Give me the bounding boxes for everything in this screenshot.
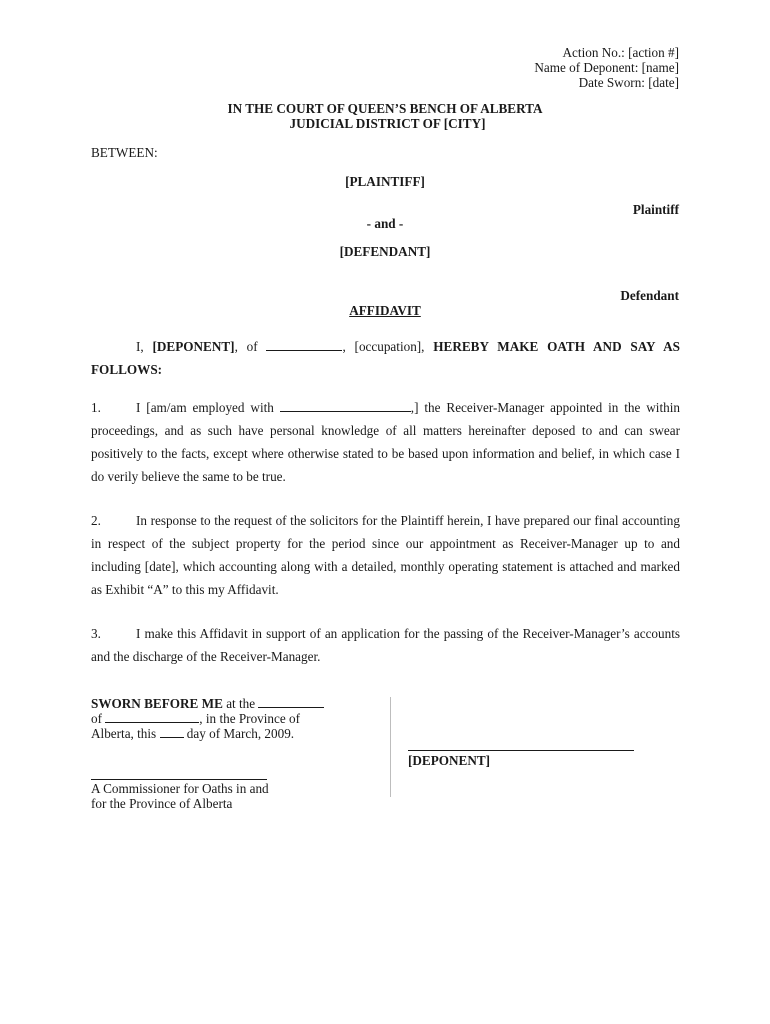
jurat-line-1 xyxy=(91,696,324,711)
oath-i: I, xyxy=(136,339,144,354)
paragraph-number: 2. xyxy=(91,513,101,528)
jurat-line-2 xyxy=(91,711,324,726)
defendant-role: Defendant xyxy=(620,288,679,303)
paragraph-1-pre: I [am/am employed with xyxy=(136,400,274,415)
plaintiff-name: [PLAINTIFF] xyxy=(345,174,425,189)
sworn-before-label: SWORN BEFORE ME xyxy=(91,696,223,711)
paragraph-number: 3. xyxy=(91,626,101,641)
plaintiff-role: Plaintiff xyxy=(632,202,679,217)
oath-comma: , xyxy=(342,339,346,354)
deponent-signature-label: [DEPONENT] xyxy=(408,753,491,768)
document-header xyxy=(534,45,679,90)
at-the-label: at the xyxy=(226,696,256,711)
place-blank xyxy=(258,696,324,708)
between-label: BETWEEN: xyxy=(91,145,158,160)
commissioner-line-1: A Commissioner for Oaths in and xyxy=(91,781,269,796)
day-of-label: day of March, 2009. xyxy=(186,726,295,741)
defendant-name: [DEFENDANT] xyxy=(339,244,431,259)
residence-blank xyxy=(266,339,342,351)
judicial-district: JUDICIAL DISTRICT OF [CITY] xyxy=(289,116,486,131)
commissioner-line-2: for the Province of Alberta xyxy=(91,796,233,811)
commissioner-signature-line xyxy=(91,779,267,780)
paragraph-2 xyxy=(91,509,680,601)
oath-make-oath: HEREBY MAKE OATH AND SAY AS FOLLOWS: xyxy=(91,339,680,377)
jurat-block xyxy=(91,696,324,741)
court-heading xyxy=(0,101,770,131)
document-title: AFFIDAVIT xyxy=(349,303,421,318)
jurat-line-3 xyxy=(91,726,324,741)
paragraph-number: 1. xyxy=(91,400,101,415)
paragraph-1-post: ,] the Receiver-Manager appointed in the within proceedings, and as such have personal knowledge of all matters hereinafter deposed to and can swear positively to the facts, except where otherwise stated to be based upon information and belief, in which case I do verily believe the same to be true. xyxy=(91,400,680,484)
employer-blank xyxy=(280,400,411,412)
signature-divider xyxy=(390,697,391,797)
paragraph-3-text: I make this Affidavit in support of an application for the passing of the Receiver-Manager’s accounts and the discharge of the Receiver-Manager. xyxy=(91,626,680,664)
oath-of: , of xyxy=(234,339,258,354)
oath-deponent: [DEPONENT] xyxy=(152,339,235,354)
paragraph-2-text: In response to the request of the solicitors for the Plaintiff herein, I have prepared our final accounting in respect of the subject property for the period since our appointment as Receiver-Manager up to and including [date], which accounting along with a detailed, monthly operating statement is attached and marked as Exhibit “A” to this my Affidavit. xyxy=(91,513,680,597)
commissioner-label xyxy=(91,781,269,811)
oath-paragraph xyxy=(91,335,680,381)
of-label: of xyxy=(91,711,102,726)
date-sworn: Date Sworn: [date] xyxy=(578,75,679,90)
day-blank xyxy=(160,726,184,738)
in-province-label: , in the Province of xyxy=(199,711,301,726)
paragraph-3 xyxy=(91,622,680,668)
alberta-this-label: Alberta, this xyxy=(91,726,157,741)
action-number: Action No.: [action #] xyxy=(562,45,679,60)
deponent-name: Name of Deponent: [name] xyxy=(534,60,679,75)
paragraph-1 xyxy=(91,396,680,488)
deponent-signature-line xyxy=(408,750,634,751)
court-name: IN THE COURT OF QUEEN’S BENCH OF ALBERTA xyxy=(227,101,543,116)
oath-occupation: [occupation], xyxy=(354,339,425,354)
and-separator: - and - xyxy=(366,216,404,231)
city-blank xyxy=(105,711,199,723)
